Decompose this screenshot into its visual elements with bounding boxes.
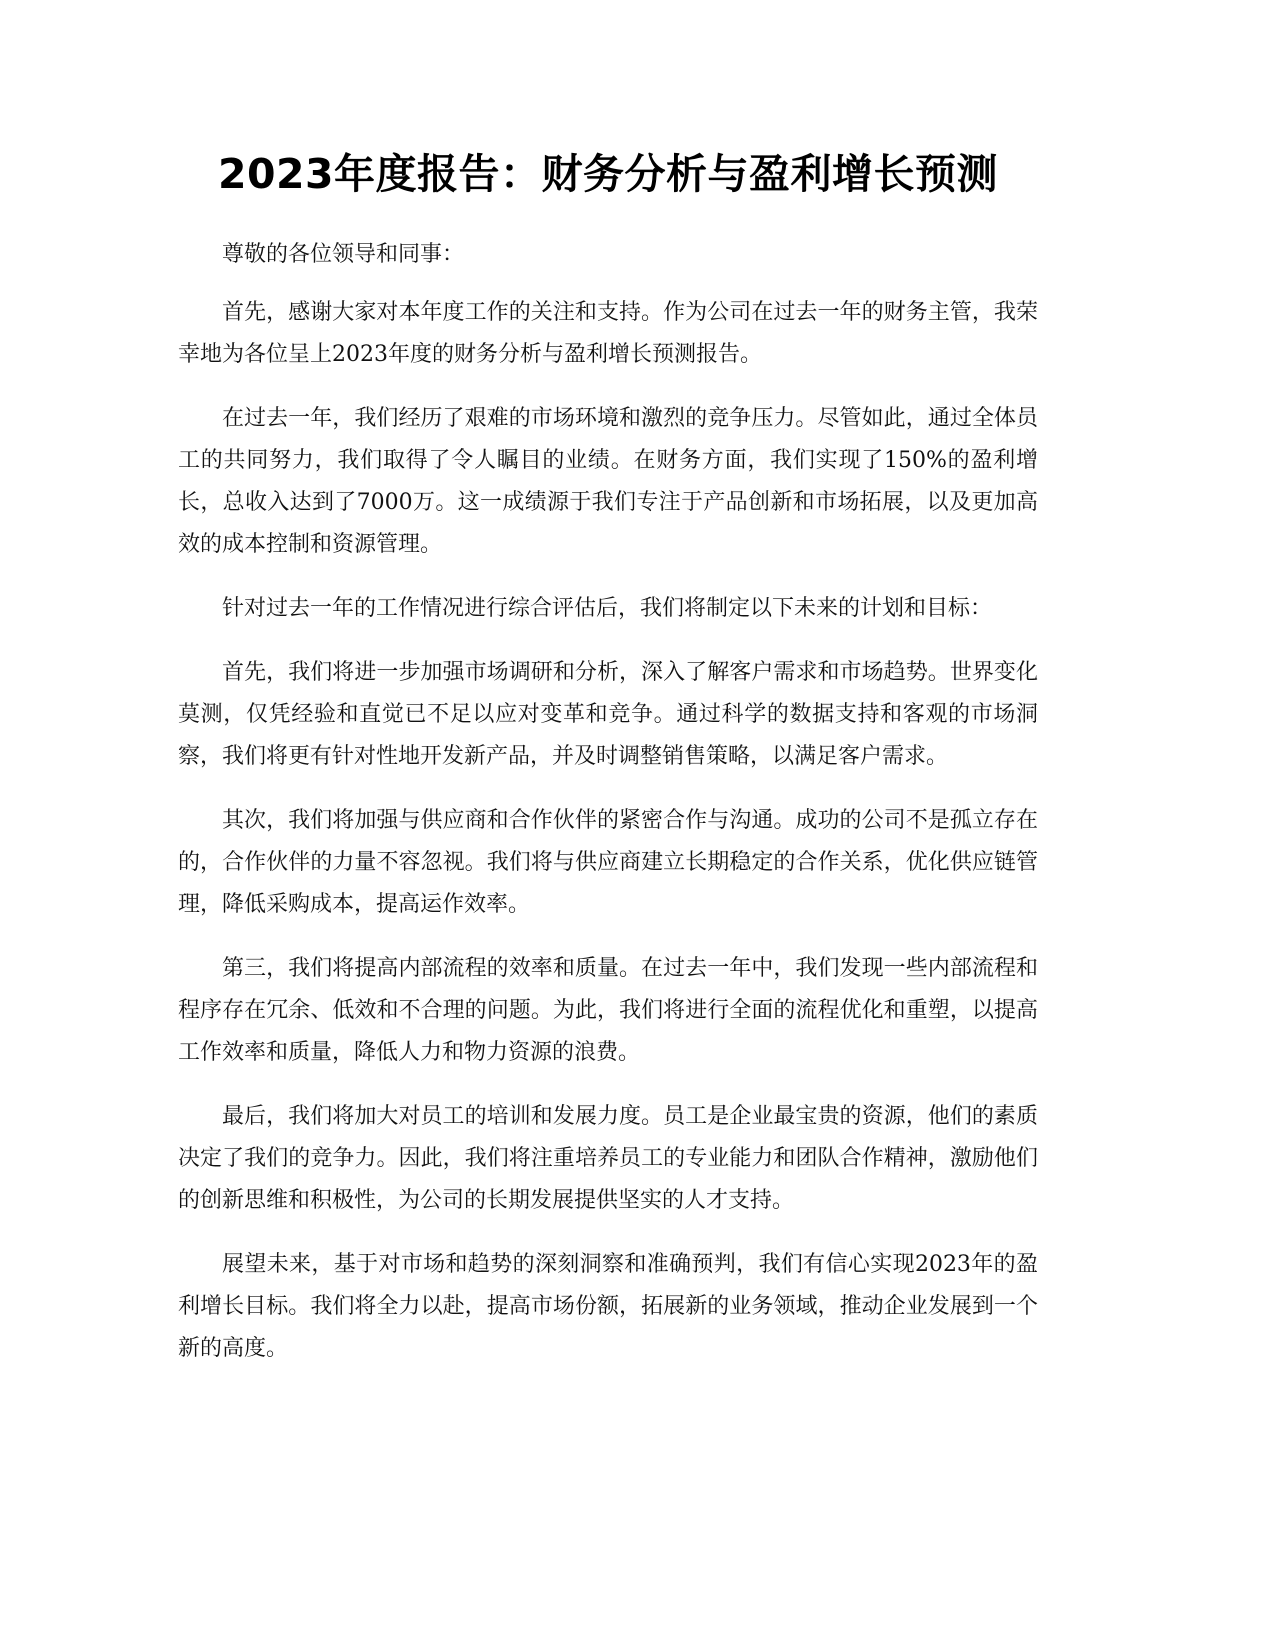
paragraph-internal-process: 第三，我们将提高内部流程的效率和质量。在过去一年中，我们发现一些内部流程和程序存在冗余、低效和不合理的问题。为此，我们将进行全面的流程优化和重塑，以提高工作效率和质量，降低人力和物力资源的浪费。 (178, 956, 1038, 1065)
document-title: 2023年度报告：财务分析与盈利增长预测 (217, 150, 999, 198)
paragraph-plan-intro: 针对过去一年的工作情况进行综合评估后，我们将制定以下未来的计划和目标： (222, 596, 993, 621)
paragraph-past-year: 在过去一年，我们经历了艰难的市场环境和激烈的竞争压力。尽管如此，通过全体员工的共同努力，我们取得了令人瞩目的业绩。在财务方面，我们实现了150%的盈利增长，总收入达到了7000万。这一成绩源于我们专注于产品创新和市场拓展，以及更加高效的成本控制和资源管理。 (178, 406, 1038, 557)
greeting-paragraph: 尊敬的各位领导和同事： (222, 242, 465, 267)
paragraph-suppliers: 其次，我们将加强与供应商和合作伙伴的紧密合作与沟通。成功的公司不是孤立存在的，合作伙伴的力量不容忽视。我们将与供应商建立长期稳定的合作关系，优化供应链管理，降低采购成本，提高运作效率。 (178, 808, 1038, 917)
paragraph-outlook: 展望未来，基于对市场和趋势的深刻洞察和准确预判，我们有信心实现2023年的盈利增长目标。我们将全力以赴，提高市场份额，拓展新的业务领域，推动企业发展到一个新的高度。 (178, 1252, 1038, 1361)
paragraph-thanks: 首先，感谢大家对本年度工作的关注和支持。作为公司在过去一年的财务主管，我荣幸地为各位呈上2023年度的财务分析与盈利增长预测报告。 (178, 300, 1038, 367)
paragraph-market-research: 首先，我们将进一步加强市场调研和分析，深入了解客户需求和市场趋势。世界变化莫测，仅凭经验和直觉已不足以应对变革和竞争。通过科学的数据支持和客观的市场洞察，我们将更有针对性地开发新产品，并及时调整销售策略，以满足客户需求。 (178, 660, 1038, 769)
document-body (178, 234, 1038, 1370)
paragraph-staff-training: 最后，我们将加大对员工的培训和发展力度。员工是企业最宝贵的资源，他们的素质决定了我们的竞争力。因此，我们将注重培养员工的专业能力和团队合作精神，激励他们的创新思维和积极性，为公司的长期发展提供坚实的人才支持。 (178, 1104, 1038, 1213)
document-page (178, 148, 1038, 1392)
